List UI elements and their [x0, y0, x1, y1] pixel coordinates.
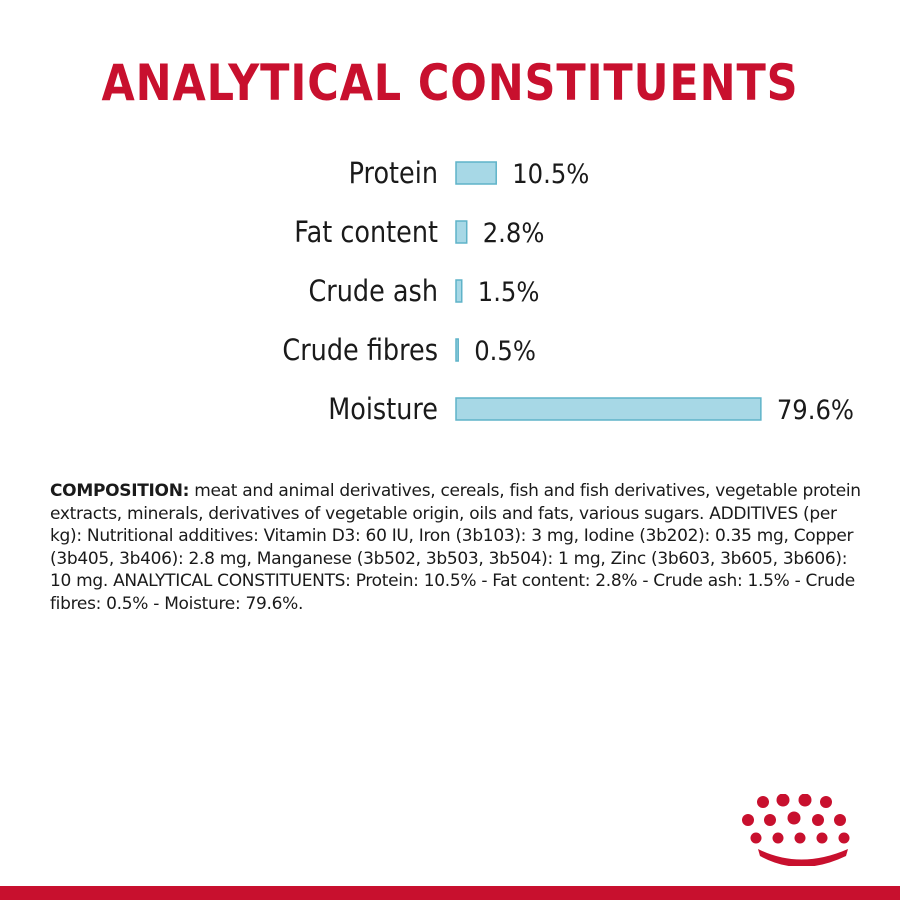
brand-stripe	[0, 886, 900, 900]
category-label: Fat content	[294, 216, 438, 250]
composition-text	[50, 480, 870, 615]
value-label: 2.8%	[482, 217, 545, 250]
composition-label: COMPOSITION:	[50, 481, 190, 501]
composition-body: meat and animal derivatives, cereals, fish and fish derivatives, vegetable protein extracts, minerals, derivatives of vegetable origin, oils and fats, various sugars. ADDITIVES (per kg): Nutritional additives: Vitamin D3: 60 IU, Iron (3b103): 3 mg, Iodine (3b202): 0.35 mg, Copper (3b405, 3b406): 2.8 mg, Manganese (3b502, 3b503, 3b504): 1 mg, Zinc (3b603, 3b605, 3b606): 10 mg. ANALYTICAL CONSTITUENTS: Protein: 10.5% - Fat content: 2.8% - Crude ash: 1.5% - Crude fibres: 0.5% - Moisture: 79.6%.	[50, 481, 861, 614]
crown-icon	[736, 794, 864, 866]
analytical-constituents-chart	[0, 140, 900, 450]
bar	[456, 398, 761, 420]
bar	[456, 280, 462, 302]
bar	[456, 339, 458, 361]
bar	[456, 162, 496, 184]
page-title: ANALYTICAL CONSTITUENTS	[101, 54, 799, 112]
bar	[456, 221, 467, 243]
value-label: 1.5%	[477, 276, 540, 309]
category-label: Moisture	[328, 393, 438, 427]
category-label: Crude ash	[308, 275, 438, 309]
value-label: 79.6%	[776, 394, 855, 427]
category-label: Crude fibres	[282, 334, 438, 368]
value-label: 10.5%	[512, 158, 590, 191]
value-label: 0.5%	[474, 335, 536, 368]
category-label: Protein	[348, 157, 438, 191]
